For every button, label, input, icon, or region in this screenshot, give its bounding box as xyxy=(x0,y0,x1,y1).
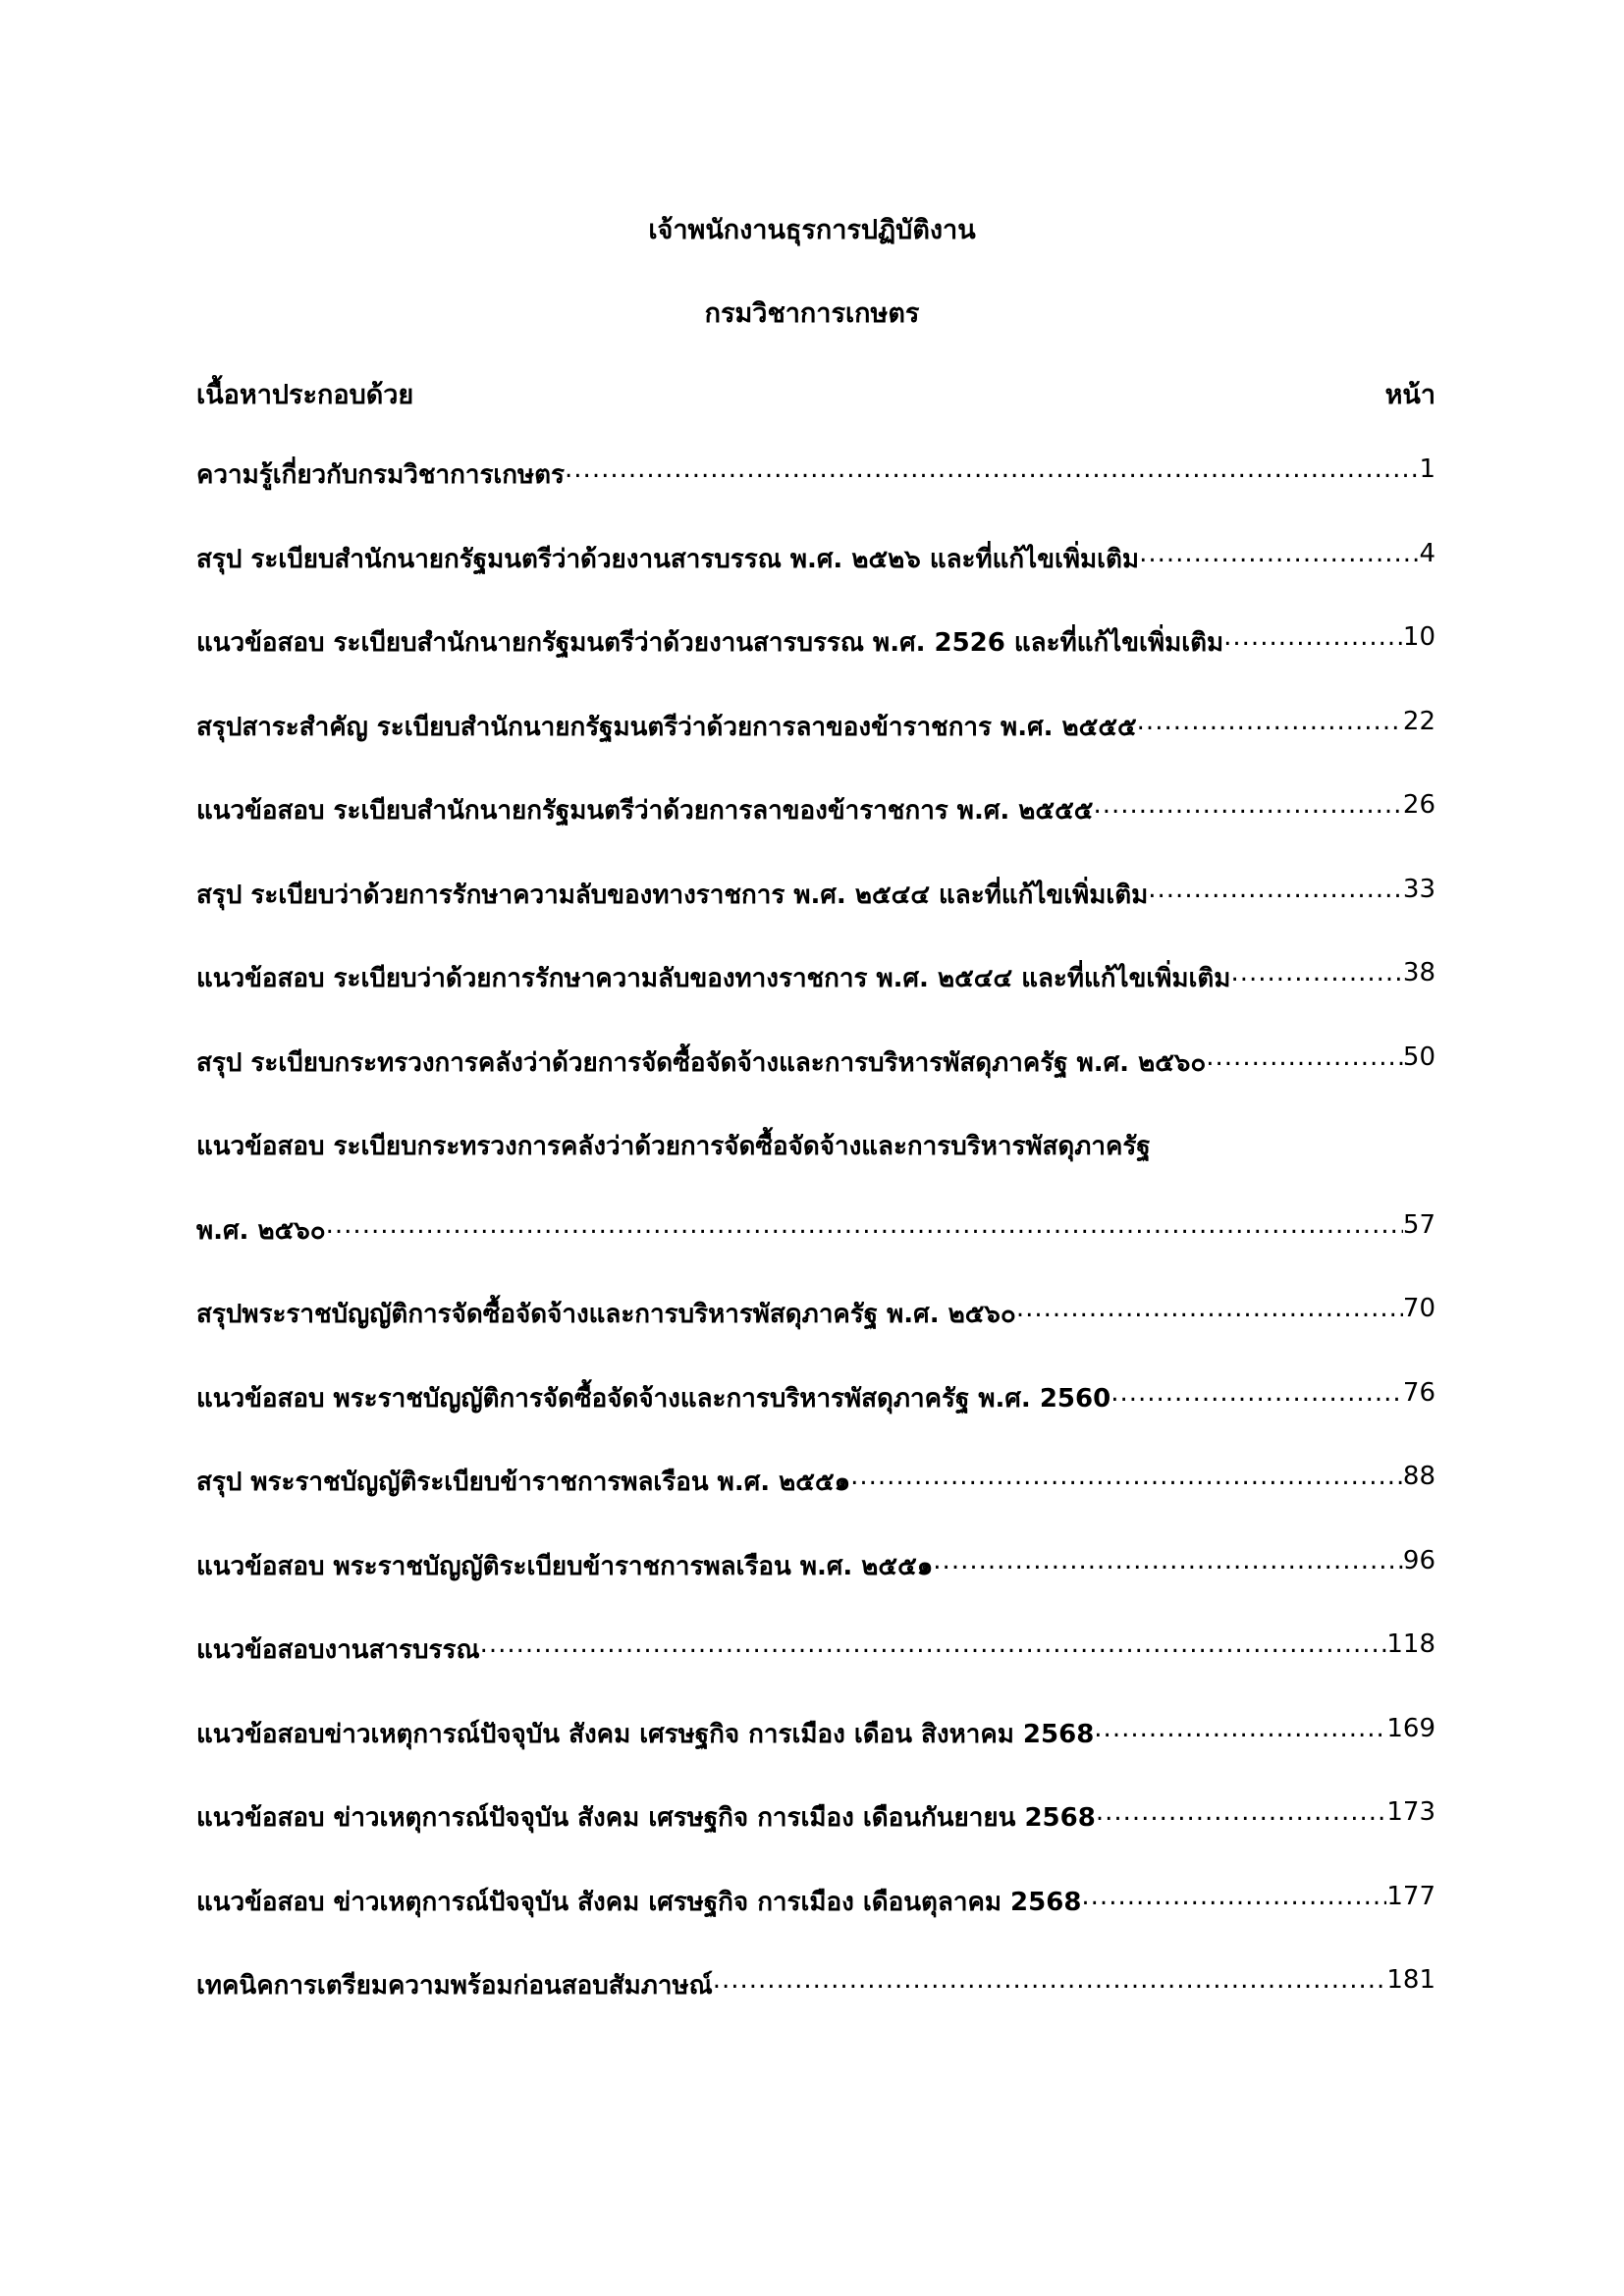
toc-entry[interactable]: แนวข้อสอบ ระเบียบสำนักนายกรัฐมนตรีว่าด้วยงานสารบรรณ พ.ศ. 2526 และที่แก้ไขเพิ่มเติม ..... 10 xyxy=(196,622,1435,707)
toc-header-contents: เนื้อหาประกอบด้วย xyxy=(196,380,414,410)
leader-dots xyxy=(1110,1378,1403,1408)
toc-entry[interactable]: สรุปพระราชบัญญัติการจัดซื้อจัดจ้างและการบริหารพัสดุภาครัฐ พ.ศ. ๒๕๖๐ ..... 70 xyxy=(196,1294,1435,1378)
leader-dots xyxy=(1093,790,1402,820)
toc-entry[interactable]: แนวข้อสอบงานสารบรรณ ..... 118 xyxy=(196,1629,1435,1714)
toc-entry[interactable]: แนวข้อสอบ พระราชบัญญัติระเบียบข้าราชการพลเรือน พ.ศ. ๒๕๕๑ ..... 96 xyxy=(196,1546,1435,1630)
leader-dots xyxy=(1081,1882,1386,1911)
page-number: 88 xyxy=(1402,1462,1435,1491)
page-number: 70 xyxy=(1402,1294,1435,1323)
page-number: 10 xyxy=(1402,622,1435,652)
page-number: 38 xyxy=(1402,958,1435,988)
page-number: 76 xyxy=(1402,1377,1435,1408)
page-number: 33 xyxy=(1402,874,1435,904)
document-title: เจ้าพนักงานธุรการปฏิบัติงาน xyxy=(648,215,976,245)
toc-entry[interactable]: สรุป ระเบียบกระทรวงการคลังว่าด้วยการจัดซื้อจัดจ้างและการบริหารพัสดุภาครัฐ พ.ศ. ๒๕๖๐ ..... 50 xyxy=(196,1042,1435,1127)
leader-dots xyxy=(480,1629,1387,1659)
toc-entry[interactable]: สรุป ระเบียบสำนักนายกรัฐมนตรีว่าด้วยงานสารบรรณ พ.ศ. ๒๕๒๖ และที่แก้ไขเพิ่มเติม ..... 4 xyxy=(196,539,1435,623)
toc-entry[interactable]: สรุปสาระสำคัญ ระเบียบสำนักนายกรัฐมนตรีว่าด้วยการลาของข้าราชการ พ.ศ. ๒๕๕๕ ..... 22 xyxy=(196,707,1435,791)
page-number: 169 xyxy=(1386,1713,1435,1743)
page-number: 173 xyxy=(1386,1797,1435,1827)
toc-entry[interactable]: แนวข้อสอบ พระราชบัญญัติการจัดซื้อจัดจ้างและการบริหารพัสดุภาครัฐ พ.ศ. 2560 ..... 76 xyxy=(196,1378,1435,1463)
leader-dots xyxy=(1139,539,1419,568)
toc-entry[interactable]: แนวข้อสอบ ระเบียบว่าด้วยการรักษาความลับของทางราชการ พ.ศ. ๒๕๔๔ และที่แก้ไขเพิ่มเติม ..... 38 xyxy=(196,958,1435,1042)
page-number: 181 xyxy=(1386,1965,1435,1995)
toc-entry[interactable]: แนวข้อสอบข่าวเหตุการณ์ปัจจุบัน สังคม เศรษฐกิจ การเมือง เดือน สิงหาคม 2568 ..... 169 xyxy=(196,1714,1435,1798)
table-of-contents xyxy=(196,454,1435,2050)
page-number: 26 xyxy=(1402,790,1435,820)
leader-dots xyxy=(1094,1714,1386,1743)
toc-header-page: หน้า xyxy=(1384,380,1435,410)
toc-header xyxy=(196,373,1435,415)
toc-entry[interactable]: เทคนิคการเตรียมความพร้อมก่อนสอบสัมภาษณ์ ..... 181 xyxy=(196,1965,1435,2050)
toc-entry[interactable]: แนวข้อสอบ ระเบียบสำนักนายกรัฐมนตรีว่าด้วยการลาของข้าราชการ พ.ศ. ๒๕๕๕ ..... 26 xyxy=(196,790,1435,875)
toc-entry[interactable]: แนวข้อสอบ ข่าวเหตุการณ์ปัจจุบัน สังคม เศรษฐกิจ การเมือง เดือนกันยายน 2568 ..... 173 xyxy=(196,1797,1435,1882)
page-number: 22 xyxy=(1402,706,1435,736)
leader-dots xyxy=(1096,1797,1387,1827)
leader-dots xyxy=(1137,707,1403,736)
document-subtitle: กรมวิชาการเกษตร xyxy=(704,298,920,329)
toc-entry[interactable]: ความรู้เกี่ยวกับกรมวิชาการเกษตร ..... 1 xyxy=(196,454,1435,539)
toc-entry-line2[interactable]: พ.ศ. ๒๕๖๐ ..... 57 xyxy=(196,1210,1435,1295)
page-number: 118 xyxy=(1386,1629,1435,1659)
toc-entry[interactable]: สรุป พระราชบัญญัติระเบียบข้าราชการพลเรือน พ.ศ. ๒๕๕๑ ..... 88 xyxy=(196,1462,1435,1546)
page-number: 177 xyxy=(1386,1881,1435,1911)
leader-dots xyxy=(565,454,1419,484)
leader-dots xyxy=(850,1462,1403,1491)
leader-dots xyxy=(713,1965,1387,1995)
leader-dots xyxy=(933,1546,1403,1575)
page-number: 57 xyxy=(1402,1209,1435,1240)
leader-dots xyxy=(326,1210,1403,1240)
leader-dots xyxy=(1230,958,1402,988)
leader-dots xyxy=(1016,1294,1403,1323)
leader-dots xyxy=(1148,875,1403,904)
toc-entry-line1[interactable]: แนวข้อสอบ ระเบียบกระทรวงการคลังว่าด้วยการจัดซื้อจัดจ้างและการบริหารพัสดุภาครัฐ xyxy=(196,1132,1151,1161)
page-number: 1 xyxy=(1419,454,1435,484)
page-number: 4 xyxy=(1419,538,1435,568)
page-number: 50 xyxy=(1402,1041,1435,1072)
page-number: 96 xyxy=(1402,1545,1435,1575)
toc-entry[interactable]: สรุป ระเบียบว่าด้วยการรักษาความลับของทางราชการ พ.ศ. ๒๕๔๔ และที่แก้ไขเพิ่มเติม ..... 33 xyxy=(196,875,1435,959)
toc-entry[interactable]: แนวข้อสอบ ข่าวเหตุการณ์ปัจจุบัน สังคม เศรษฐกิจ การเมือง เดือนตุลาคม 2568 ..... 177 xyxy=(196,1882,1435,1966)
leader-dots xyxy=(1223,622,1403,652)
leader-dots xyxy=(1206,1042,1403,1072)
